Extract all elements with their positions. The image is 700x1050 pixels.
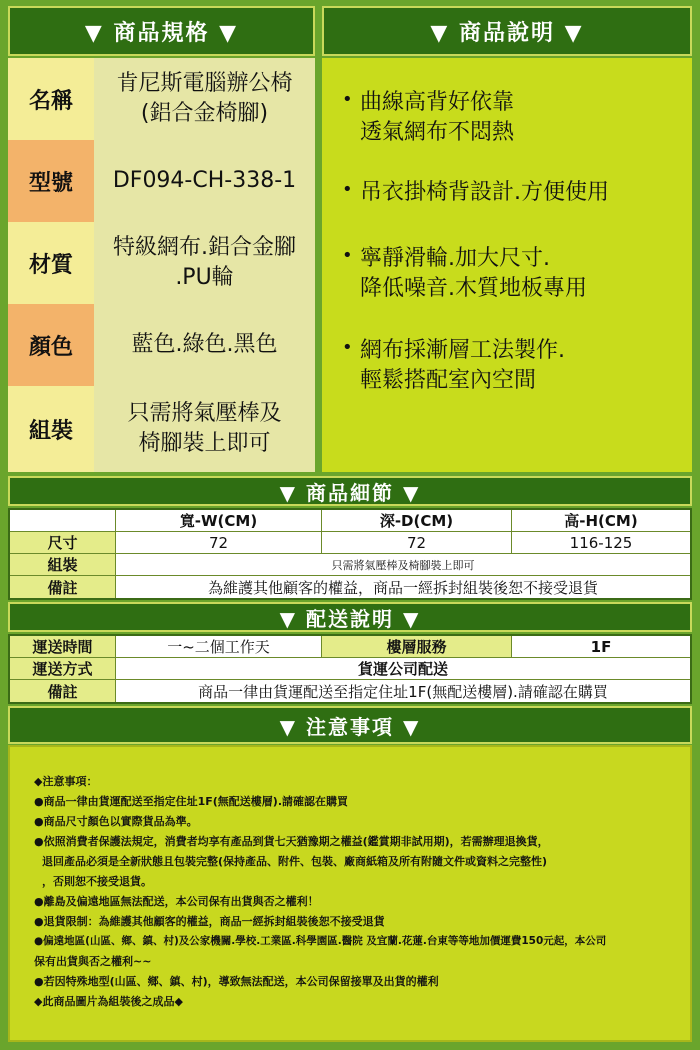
- note-line: ●離島及偏遠地區無法配送，本公司保有出貨與否之權利！: [34, 895, 319, 908]
- note-line: 退回產品必須是全新狀態且包裝完整(保持產品、附件、包裝、廠商紙箱及所有附隨文件或資料之完整性): [42, 855, 548, 868]
- method-value: 貨運公司配送: [116, 658, 690, 680]
- desc-item: [342, 88, 515, 149]
- desc-line: 曲線高背好依靠: [360, 90, 515, 115]
- row-label: 尺寸: [10, 532, 116, 554]
- spec-value: [94, 140, 315, 222]
- bullet-icon: •: [342, 179, 353, 200]
- bullet-icon: •: [342, 245, 353, 266]
- floor-label: 樓層服務: [322, 636, 512, 658]
- row-label: 備註: [10, 576, 116, 598]
- spec-line: 椅腳裝上即可: [138, 431, 271, 456]
- note-line: ●依照消費者保護法規定，消費者均享有產品到貨七天猶豫期之權益(鑑賞期非試用期)，若需辦理退換貨，: [34, 835, 549, 848]
- spec-row-assembly: [8, 386, 315, 472]
- size-depth: 72: [322, 532, 512, 554]
- col-header: 高-H(CM): [512, 510, 690, 532]
- desc-line: 吊衣掛椅背設計.方便使用: [360, 180, 609, 205]
- row-label: 備註: [10, 680, 116, 702]
- note-line: ●退貨限制：為維護其他顧客的權益，商品一經拆封組裝後恕不接受退貨: [34, 915, 385, 928]
- spec-header: ▼ 商品規格 ▼: [8, 6, 315, 56]
- description-block: [322, 58, 692, 472]
- spec-label: 型號: [8, 140, 94, 222]
- desc-item: [342, 178, 609, 208]
- row-label: 組裝: [10, 554, 116, 576]
- spec-block: [8, 58, 315, 472]
- time-value: 一~二個工作天: [116, 636, 322, 658]
- remark-value: 為維護其他顧客的權益，商品一經拆封組裝後恕不接受退貨: [116, 576, 690, 598]
- spec-label: 材質: [8, 222, 94, 304]
- detail-table: [8, 508, 692, 600]
- size-height: 116-125: [512, 532, 690, 554]
- table-corner: [10, 510, 116, 532]
- detail-header: ▼ 商品細節 ▼: [8, 476, 692, 506]
- spec-line: 只需將氣壓棒及: [127, 401, 282, 427]
- note-line: 保有出貨與否之權利~~: [34, 955, 152, 968]
- delivery-header: ▼ 配送說明 ▼: [8, 602, 692, 632]
- description-header: ▼ 商品說明 ▼: [322, 6, 692, 56]
- notes-block: [8, 745, 692, 1042]
- assembly-value: 只需將氣壓棒及椅腳裝上即可: [116, 554, 690, 576]
- note-line: ◆注意事項：: [34, 775, 98, 788]
- note-line: ●若因特殊地型(山區、鄉、鎮、村)，導致無法配送，本公司保留接單及出貨的權利: [34, 975, 439, 988]
- spec-value: [94, 304, 315, 386]
- spec-label: 顏色: [8, 304, 94, 386]
- desc-line: 降低噪音.木質地板專用: [360, 276, 587, 302]
- delivery-remark: 商品一律由貨運配送至指定住址1F(無配送樓層).請確認在購買: [116, 680, 690, 702]
- spec-row-material: [8, 222, 315, 304]
- spec-line: (鋁合金椅腳): [140, 101, 269, 126]
- spec-line: .PU輪: [175, 265, 234, 290]
- desc-line: 網布採漸層工法製作.: [360, 338, 565, 363]
- floor-value: 1F: [512, 636, 690, 658]
- spec-row-model: [8, 140, 315, 222]
- spec-line: DF094-CH-338-1: [112, 168, 297, 194]
- desc-item: [342, 244, 587, 305]
- col-header: 寬-W(CM): [116, 510, 322, 532]
- spec-value: [94, 386, 315, 472]
- desc-line: 寧靜滑輪.加大尺寸.: [360, 246, 550, 271]
- note-line: ◆此商品圖片為組裝後之成品◆: [34, 995, 183, 1008]
- desc-item: [342, 336, 565, 397]
- spec-label: 名稱: [8, 58, 94, 140]
- notice-header: ▼ 注意事項 ▼: [8, 706, 692, 744]
- spec-label: 組裝: [8, 386, 94, 472]
- col-header: 深-D(CM): [322, 510, 512, 532]
- note-line: ，否則恕不接受退貨。: [42, 875, 152, 888]
- desc-line: 輕鬆搭配室內空間: [360, 368, 537, 394]
- note-line: ●商品尺寸顏色以實際貨品為準。: [34, 815, 198, 828]
- spec-value: [94, 222, 315, 304]
- bullet-icon: •: [342, 337, 353, 358]
- spec-line: 肯尼斯電腦辦公椅: [116, 71, 293, 97]
- spec-line: 特級網布.鋁合金腳: [113, 235, 296, 261]
- spec-row-name: [8, 58, 315, 140]
- row-label: 運送時間: [10, 636, 116, 658]
- bullet-icon: •: [342, 89, 353, 110]
- size-width: 72: [116, 532, 322, 554]
- spec-line: 藍色.綠色.黑色: [131, 332, 278, 358]
- spec-value: [94, 58, 315, 140]
- note-line: ●偏遠地區(山區、鄉、鎮、村)及公家機關.學校.工業區.科學園區.醫院 及宜蘭.花蓮.台東等等地加價運費150元起，本公司: [34, 935, 607, 947]
- desc-line: 透氣網布不悶熱: [360, 120, 515, 146]
- spec-row-color: [8, 304, 315, 386]
- delivery-table: [8, 634, 692, 704]
- row-label: 運送方式: [10, 658, 116, 680]
- note-line: ●商品一律由貨運配送至指定住址1F(無配送樓層).請確認在購買: [34, 795, 348, 808]
